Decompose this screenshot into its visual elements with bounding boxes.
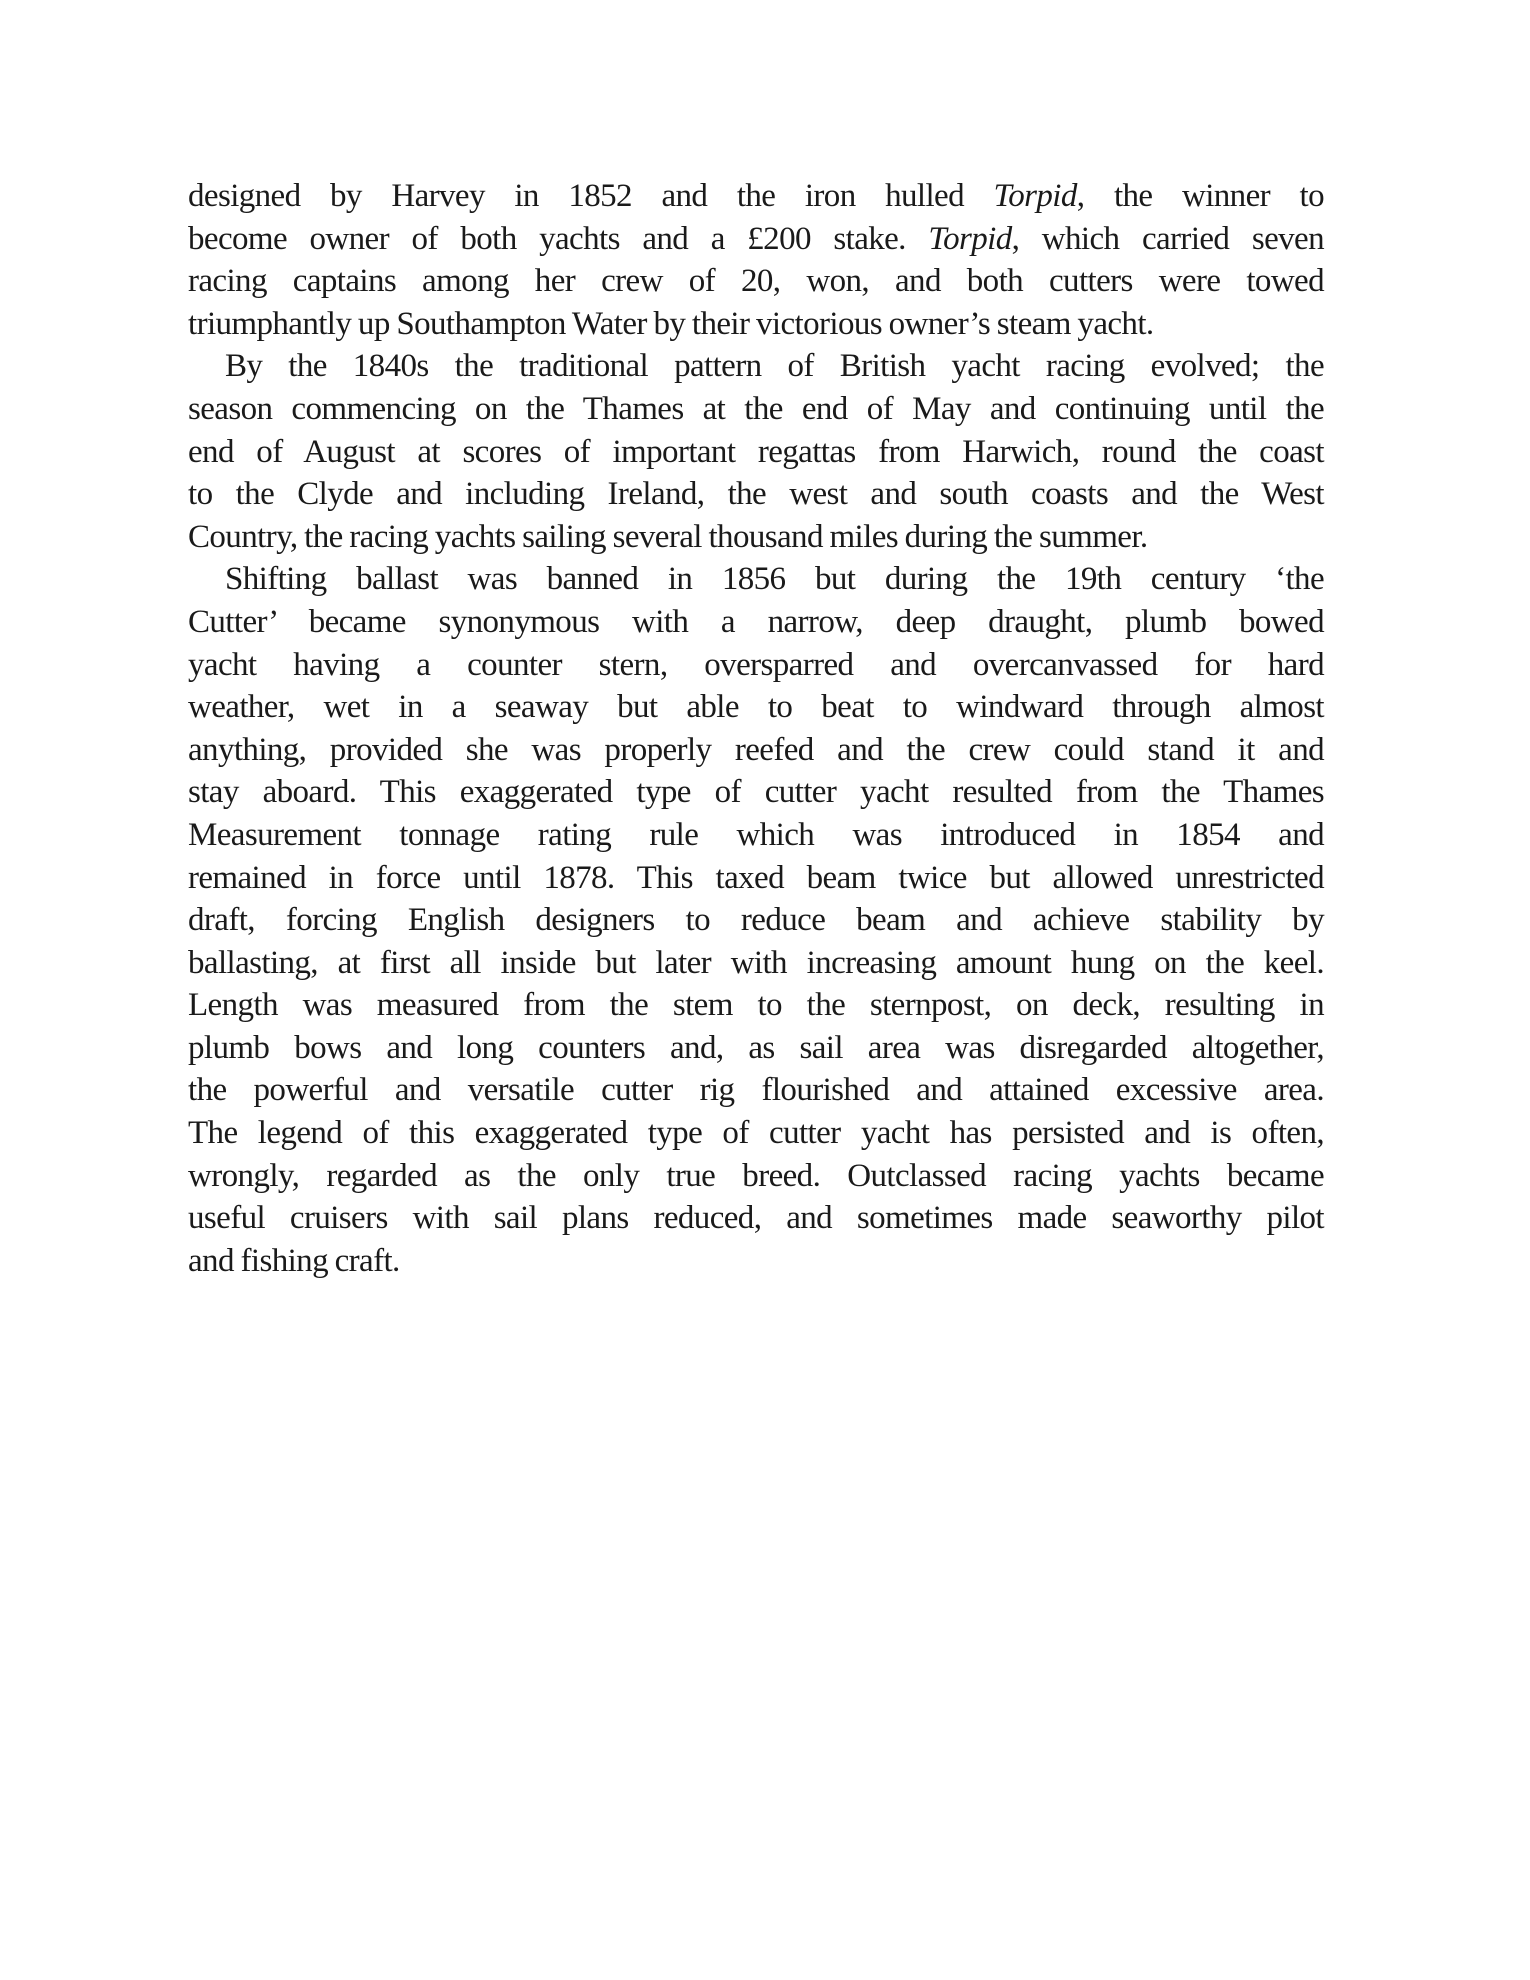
text-line xyxy=(188,388,1324,431)
italic-text: Torpid xyxy=(928,220,1012,257)
text-segment: draft, forcing English designers to reduce beam and achieve stability by xyxy=(188,902,1324,939)
text-segment: to the Clyde and including Ireland, the west and south coasts and the West xyxy=(188,476,1324,513)
text-line xyxy=(188,175,1324,218)
text-line xyxy=(188,644,1324,687)
text-line xyxy=(188,857,1324,900)
text-line xyxy=(188,1069,1324,1112)
text-line xyxy=(188,686,1324,729)
text-line xyxy=(188,984,1324,1027)
text-segment: Cutter’ became synonymous with a narrow, deep draught, plumb bowed xyxy=(188,603,1324,640)
text-segment: yacht having a counter stern, oversparred and overcanvassed for hard xyxy=(188,646,1324,683)
text-line xyxy=(188,1027,1324,1070)
text-segment: weather, wet in a seaway but able to beat to windward through almost xyxy=(188,689,1324,726)
text-segment: Shifting ballast was banned in 1856 but during the 19th century ‘the xyxy=(225,561,1324,598)
paragraph xyxy=(188,558,1324,1282)
text-line xyxy=(188,1155,1324,1198)
text-line xyxy=(188,473,1324,516)
text-segment: the powerful and versatile cutter rig flourished and attained excessive area. xyxy=(188,1072,1324,1109)
text-segment: stay aboard. This exaggerated type of cutter yacht resulted from the Thames xyxy=(188,774,1324,811)
text-segment: plumb bows and long counters and, as sail area was disregarded altogether, xyxy=(188,1029,1324,1066)
paragraph xyxy=(188,345,1324,558)
text-line xyxy=(188,771,1324,814)
italic-text: Torpid xyxy=(993,178,1077,214)
text-segment: and fishing craft. xyxy=(188,1242,400,1279)
text-line xyxy=(188,345,1324,388)
text-line xyxy=(188,431,1324,474)
text-segment: triumphantly up Southampton Water by their victorious owner’s steam yacht. xyxy=(188,305,1154,342)
text-line xyxy=(188,1112,1324,1155)
text-segment: anything, provided she was properly reefed and the crew could stand it and xyxy=(188,731,1324,768)
text-line xyxy=(188,303,1324,346)
text-segment: racing captains among her crew of 20, won, and both cutters were towed xyxy=(188,263,1324,300)
text-segment: ballasting, at first all inside but later with increasing amount hung on the keel. xyxy=(188,944,1324,981)
text-segment: remained in force until 1878. This taxed beam twice but allowed unrestricted xyxy=(188,859,1324,896)
text-segment: Country, the racing yachts sailing several thousand miles during the summer. xyxy=(188,518,1148,555)
text-line xyxy=(188,218,1324,261)
document-page xyxy=(188,175,1324,1282)
text-line xyxy=(188,1197,1324,1240)
paragraph xyxy=(188,175,1324,345)
text-line xyxy=(188,899,1324,942)
text-segment: , which carried seven xyxy=(1011,220,1324,257)
text-segment: By the 1840s the traditional pattern of British yacht racing evolved; the xyxy=(225,348,1324,385)
text-line xyxy=(188,1240,1324,1283)
text-line xyxy=(188,558,1324,601)
text-line xyxy=(188,260,1324,303)
text-segment: end of August at scores of important regattas from Harwich, round the coast xyxy=(188,433,1324,470)
text-segment: , the winner to xyxy=(1076,178,1324,214)
text-line xyxy=(188,601,1324,644)
text-segment: season commencing on the Thames at the end of May and continuing until the xyxy=(188,390,1324,427)
text-line xyxy=(188,729,1324,772)
text-segment: designed by Harvey in 1852 and the iron hulled xyxy=(188,178,994,214)
text-segment: The legend of this exaggerated type of cutter yacht has persisted and is often, xyxy=(188,1115,1324,1152)
text-line xyxy=(188,814,1324,857)
text-segment: wrongly, regarded as the only true breed. Outclassed racing yachts became xyxy=(188,1157,1324,1194)
text-line xyxy=(188,942,1324,985)
text-segment: Length was measured from the stem to the sternpost, on deck, resulting in xyxy=(188,987,1324,1024)
text-segment: useful cruisers with sail plans reduced, and sometimes made seaworthy pilot xyxy=(188,1200,1324,1237)
text-segment: Measurement tonnage rating rule which was introduced in 1854 and xyxy=(188,816,1324,853)
text-line xyxy=(188,516,1324,559)
text-segment: become owner of both yachts and a £200 stake. xyxy=(188,220,929,257)
